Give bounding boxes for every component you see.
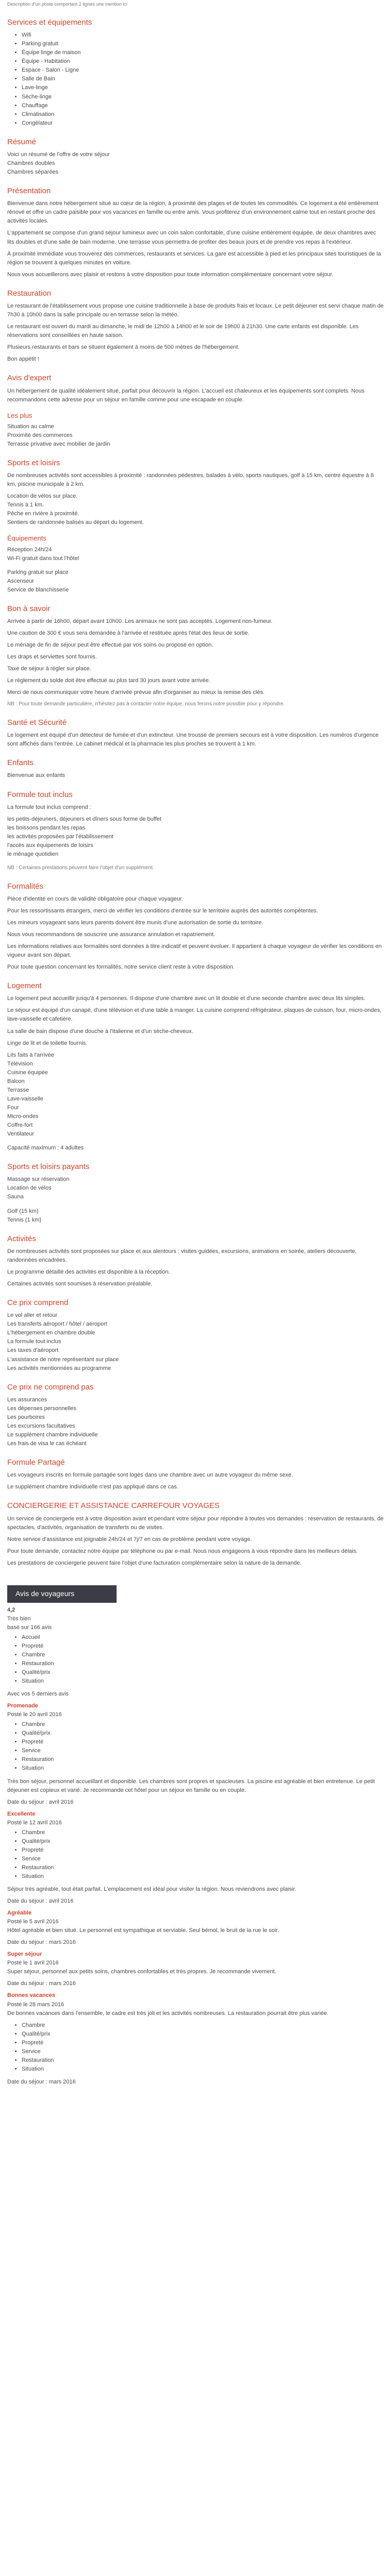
review-text: Très bon séjour, personnel accueillant et disponible. Les chambres sont propres et spacieuses. La piscine est agréable et bien entretenue. Le petit déjeuner est copieux et varié. Je recommande cet hôtel pour un séjour en famille ou en couple.	[7, 1778, 375, 1793]
reviews-banner: Avis de voyageurs	[7, 1585, 117, 1603]
list-item: • Propreté	[22, 1642, 384, 1651]
logement-line: Lave-vaisselle	[7, 1095, 43, 1102]
partage-paragraph: Les voyageurs inscrits en formule partagée sont logés dans une chambre avec un autre voyageur du même sexe.	[7, 1472, 293, 1479]
list-item: • Congélateur	[22, 119, 384, 128]
presentation-heading: Présentation	[7, 187, 51, 196]
list-item: • Climatisation	[22, 110, 384, 119]
formule-line: les petits-déjeuners, déjeuners et dîners sous forme de buffet	[7, 816, 161, 822]
top-description: Description d'un poste comportant 2 lignes une mention ici	[7, 2, 127, 7]
list-item: • Chambre	[22, 1720, 384, 1729]
logement-line: Ventilateur	[7, 1131, 34, 1138]
review-criteria	[7, 1720, 384, 1773]
review-text: Super séjour, personnel aux petits soins, chambres confortables et très propres. Je recommande vivement.	[7, 1969, 276, 1975]
list-item: • Situation	[22, 1764, 384, 1773]
formule-note: NB : Certaines prestations peuvent faire l'objet d'un supplément.	[7, 865, 154, 871]
list-item: • Restauration	[22, 1863, 384, 1872]
reviews-count: basé sur 166 avis	[7, 1624, 52, 1631]
prixnecomprend-line: Les excursions facultatives	[7, 1423, 75, 1429]
formalites-heading: Formalités	[7, 882, 44, 891]
services-heading: Services et équipements	[7, 18, 92, 27]
formule-paragraph: La formule tout inclus comprend :	[7, 804, 91, 810]
sante-paragraph: Le logement est équipé d'un détecteur de fumée et d'un extincteur. Une trousse de premiers secours est à votre disposition. Les numéros d'urgence sont affichés dans l'entrée. Le cabinet médical et la pharmacie les plus proches se trouvent à 1 km.	[7, 732, 379, 748]
resume-line: Chambres doubles	[7, 160, 55, 166]
list-item: • Chambre	[22, 2021, 384, 2030]
prixcomprend-line: Le vol aller et retour	[7, 1312, 58, 1319]
review-author: Posté le 1 avril 2016	[7, 1960, 59, 1967]
bonavoir-note: NB : Pour toute demande particulière, n'hésitez pas à contacter notre équipe, nous ferons notre possible pour y répondre.	[7, 701, 285, 707]
list-item: • Propreté	[22, 1738, 384, 1747]
list-item: • Service	[22, 1855, 384, 1863]
lesplus-line: Terrasse privative avec mobilier de jardin	[7, 440, 110, 447]
equipements-line: Wi-Fi gratuit dans tout l'hôtel	[7, 555, 79, 562]
sports-line: Tennis à 1 km.	[7, 502, 44, 509]
list-item: • Chambre	[22, 1651, 384, 1659]
lesplus-heading: Les plus	[7, 411, 32, 419]
review-date: Date du séjour : mars 2016	[7, 1980, 76, 1987]
list-item: • Équipe linge de maison	[22, 48, 384, 57]
list-item: • Qualité/prix	[22, 1729, 384, 1738]
reviews-count-line: Avec vos 5 derniers avis	[7, 1691, 69, 1698]
lesplus-line: Proximité des commerces	[7, 432, 73, 438]
list-item: • Restauration	[22, 1755, 384, 1764]
list-item: • Sèche-linge	[22, 93, 384, 101]
enfants-heading: Enfants	[7, 758, 34, 768]
list-item: • Propreté	[22, 1846, 384, 1855]
avis-heading: Avis d'expert	[7, 374, 52, 383]
enfants-line: Bienvenue aux enfants	[7, 772, 65, 779]
list-item: • Accueil	[22, 1633, 384, 1642]
bonavoir-paragraph: Une caution de 300 € vous sera demandée à l'arrivée et restituée après l'état des lieux de sortie.	[7, 630, 250, 637]
equipements-line: Service de blanchisserie	[7, 586, 69, 593]
review-author: Posté le 20 avril 2016	[7, 1711, 62, 1718]
formalites-paragraph: Pour les ressortissants étrangers, merci de vérifier les conditions d'entrée sur le territoire auprès des autorités compétentes.	[7, 907, 318, 914]
review-title: Promenade	[7, 1703, 38, 1709]
logement-line: Terrasse	[7, 1087, 29, 1093]
list-item: • Qualité/prix	[22, 1668, 384, 1677]
bonavoir-paragraph: Les draps et serviettes sont fournis.	[7, 654, 97, 660]
logement-line: Cuisine équipée	[7, 1069, 48, 1076]
formule-line: l'accès aux équipements de loisirs	[7, 842, 93, 849]
conciergerie-paragraph: Un service de conciergerie est à votre disposition avant et pendant votre séjour pour répondre à toutes vos demandes : réservation de restaurants, de spectacles, d'activités, organisation de transferts ou de visites.	[7, 1515, 384, 1531]
conciergerie-heading: CONCIERGERIE ET ASSISTANCE CARREFOUR VOYAGES	[7, 1501, 220, 1511]
sports-paragraph: De nombreuses activités sont accessibles à proximité : randonnées pédestres, balades à vélo, sports nautiques, golf à 15 km, centre équestre à 8 km, piscine municipale à 2 km.	[7, 472, 374, 488]
list-item: • Wifi	[22, 31, 384, 40]
logement-paragraph: Le logement peut accueillir jusqu'à 4 personnes. Il dispose d'une chambre avec un lit double et d'une seconde chambre avec deux lits simples.	[7, 995, 366, 1002]
review-date: Date du séjour : mars 2016	[7, 1939, 76, 1946]
sante-heading: Santé et Sécurité	[7, 718, 67, 727]
restauration-paragraph: Plusieurs restaurants et bars se situent également à moins de 500 mètres de l'hébergement.	[7, 344, 240, 351]
presentation-paragraph: Bienvenue dans notre hébergement situé au cœur de la région, à proximité des plages et de toutes les commodités. Ce logement a été entièrement rénové et offre un cadre paisible pour vos vacances en famille ou entre amis. Vous profiterez d'un environnement calme tout en restant proche des activités locales.	[7, 200, 379, 225]
prixcomprend-line: L'hébergement en chambre double	[7, 1330, 95, 1336]
list-item: • Situation	[22, 1872, 384, 1881]
prixnecomprend-line: Les dépenses personnelles	[7, 1405, 76, 1412]
list-item: • Chambre	[22, 1828, 384, 1837]
reviews-rating-label: Très bien	[7, 1615, 31, 1622]
review-date: Date du séjour : avril 2016	[7, 1799, 74, 1805]
review-title: Bonnes vacances	[7, 1992, 55, 1999]
equipements-line: Ascenseur	[7, 578, 34, 584]
formule-line: le ménage quotidien	[7, 851, 59, 857]
list-item: • Situation	[22, 1677, 384, 1686]
review-criteria	[7, 1828, 384, 1881]
sports2-heading: Sports et loisirs payants	[7, 1162, 90, 1172]
partage-paragraph: Le supplément chambre individuelle n'est pas appliqué dans ce cas.	[7, 1484, 178, 1490]
logement-line: Balcon	[7, 1078, 25, 1084]
prixnecomprend-line: Les pourboires	[7, 1414, 45, 1420]
sports-line: Pêche en rivière à proximité.	[7, 511, 79, 517]
prixcomprend-line: Les transferts aéroport / hôtel / aéroport	[7, 1321, 107, 1328]
logement-paragraph: Linge de lit et de toilette fournis.	[7, 1040, 88, 1046]
presentation-paragraph: À proximité immédiate vous trouverez des commerces, restaurants et services. La gare est accessible à pied et les principaux sites touristiques de la région se trouvent à quelques minutes en voiture.	[7, 250, 381, 266]
review-text: Séjour très agréable, tout était parfait. L'emplacement est idéal pour visiter la région. Nous reviendrons avec plaisir.	[7, 1886, 297, 1893]
list-item: • Espace - Salon - Ligne	[22, 66, 384, 75]
presentation-paragraph: Nous vous accueillerons avec plaisir et restons à votre disposition pour toute information complémentaire concernant votre séjour.	[7, 271, 334, 278]
services-list	[7, 31, 384, 128]
activites-heading: Activités	[7, 1234, 36, 1243]
review-title: Excellente	[7, 1810, 36, 1817]
avis-paragraph: Un hébergement de qualité idéalement situé, parfait pour découvrir la région. L'accueil est chaleureux et les équipements sont complets. Nous recommandons cette adresse pour un séjour en famille comme pour une escapade en couple.	[7, 387, 365, 403]
prixcomprend-heading: Ce prix comprend	[7, 1298, 69, 1308]
resume-heading: Résumé	[7, 137, 36, 146]
list-item: • Restauration	[22, 2056, 384, 2065]
list-item: • Qualité/prix	[22, 2030, 384, 2039]
equipements-line: Parking gratuit sur place	[7, 569, 69, 575]
logement-line: Lits faits à l'arrivée	[7, 1052, 54, 1058]
logement-line: Micro-ondes	[7, 1113, 39, 1120]
prixcomprend-line: La formule tout inclus	[7, 1338, 61, 1345]
list-item: • Propreté	[22, 2039, 384, 2047]
equipements-heading: Équipements	[7, 534, 46, 543]
review-text: Hôtel agréable et bien situé. Le personnel est sympathique et serviable. Seul bémol, le bruit de la rue le soir.	[7, 1927, 280, 1934]
bonavoir-heading: Bon à savoir	[7, 604, 51, 613]
conciergerie-paragraph: Notre service d'assistance est joignable 24h/24 et 7j/7 en cas de problème pendant votre voyage.	[7, 1536, 252, 1543]
list-item: • Service	[22, 2047, 384, 2056]
list-item: • Parking gratuit	[22, 40, 384, 48]
formalites-paragraph: Pièce d'identité en cours de validité obligatoire pour chaque voyageur.	[7, 895, 183, 902]
logement-paragraph: Le séjour est équipé d'un canapé, d'une télévision et d'une table à manger. La cuisine comprend réfrigérateur, plaques de cuisson, four, micro-ondes, lave-vaisselle et cafetière.	[7, 1007, 382, 1023]
review-title: Super séjour	[7, 1951, 42, 1958]
list-item: • Restauration	[22, 1659, 384, 1668]
bonavoir-paragraph: Arrivée à partir de 16h00, départ avant 10h00. Les animaux ne sont pas acceptés. Logement non-fumeur.	[7, 618, 273, 625]
review-author: Posté le 12 avril 2016	[7, 1819, 62, 1826]
resume-line: Chambres séparées	[7, 169, 59, 176]
logement-line: Coffre-fort	[7, 1122, 33, 1128]
reviews-rating: 4,2	[7, 1606, 15, 1613]
sports-line: Sentiers de randonnée balisés au départ du logement.	[7, 519, 144, 526]
sports-line: Location de vélos sur place.	[7, 493, 78, 500]
partage-heading: Formule Partagé	[7, 1458, 65, 1467]
bonavoir-paragraph: Le règlement du solde doit être effectué au plus tard 30 jours avant votre arrivée.	[7, 677, 210, 684]
prixnecomprend-line: Les assurances	[7, 1396, 47, 1403]
activites-paragraph: Le programme détaillé des activités est disponible à la réception.	[7, 1268, 170, 1275]
formule-line: les boissons pendant les repas	[7, 824, 86, 831]
review-title: Agréable	[7, 1910, 32, 1917]
prixnecomprend-line: Les frais de visa le cas échéant	[7, 1440, 87, 1447]
prixnecomprend-line: Le supplément chambre individuelle	[7, 1432, 98, 1438]
list-item: • Situation	[22, 2065, 384, 2074]
review-author: Posté le 5 avril 2016	[7, 1919, 59, 1925]
bonavoir-paragraph: Le ménage de fin de séjour peut être effectué par vos soins ou proposé en option.	[7, 642, 214, 649]
formalites-paragraph: Nous vous recommandons de souscrire une assurance annulation et rapatriement.	[7, 931, 215, 938]
formalites-paragraph: Les informations relatives aux formalités sont données à titre indicatif et peuvent évoluer. Il appartient à chaque voyageur de vérifier les conditions en vigueur avant son départ.	[7, 943, 382, 959]
sports-heading: Sports et loisirs	[7, 458, 60, 467]
reviews-criteria	[7, 1633, 384, 1686]
activites-paragraph: Certaines activités sont soumises à réservation préalable.	[7, 1280, 153, 1287]
presentation-paragraph: L'appartement se compose d'un grand séjour lumineux avec un coin salon confortable, d'une cuisine entièrement équipée, de deux chambres avec lits doubles et d'une salle de bain moderne. Une terrasse vous permettra de profiter des beaux jours et de prendre vos repas à l'extérieur.	[7, 230, 377, 245]
equipements-line: Réception 24h/24	[7, 546, 52, 553]
review-date: Date du séjour : mars 2016	[7, 2078, 76, 2085]
logement-paragraph: La salle de bain dispose d'une douche à l'italienne et d'un sèche-cheveux.	[7, 1028, 193, 1035]
logement-heading: Logement	[7, 981, 42, 991]
list-item: • Qualité/prix	[22, 1837, 384, 1846]
logement-line: Télévision	[7, 1060, 33, 1067]
list-item: • Lave-linge	[22, 83, 384, 92]
restauration-heading: Restauration	[7, 289, 52, 298]
sports2-line: Tennis (1 km)	[7, 1216, 42, 1223]
review-text: De bonnes vacances dans l'ensemble, le cadre est très joli et les activités nombreuses. La restauration pourrait être plus variée.	[7, 2010, 329, 2016]
bonavoir-paragraph: Taxe de séjour à régler sur place.	[7, 666, 91, 672]
list-item: • Salle de Bain	[22, 75, 384, 83]
list-item: • Équipe - Habitation	[22, 57, 384, 66]
resume-line: Voici un résumé de l'offre de votre séjour	[7, 151, 110, 158]
sports2-line: Location de vélos	[7, 1185, 52, 1192]
logement-capacity: Capacité maximum : 4 adultes	[7, 1145, 84, 1151]
activites-paragraph: De nombreuses activités sont proposées sur place et aux alentours : visites guidées, excursions, animations en soirée, ateliers découverte, randonnées encadrées.	[7, 1248, 357, 1263]
review-date: Date du séjour : avril 2016	[7, 1898, 74, 1905]
list-item: • Chauffage	[22, 101, 384, 110]
formalites-paragraph: Les mineurs voyageant sans leurs parents doivent être munis d'une autorisation de sortie du territoire.	[7, 919, 264, 926]
restauration-paragraph: Le restaurant de l'établissement vous propose une cuisine traditionnelle à base de produits frais et locaux. Le petit déjeuner est servi chaque matin de 7h30 à 10h00 dans la salle principale ou en terrasse selon la météo.	[7, 302, 384, 318]
sports2-line: Sauna	[7, 1194, 24, 1200]
prixnecomprend-heading: Ce prix ne comprend pas	[7, 1382, 94, 1392]
lesplus-line: Situation au calme	[7, 423, 54, 430]
formalites-paragraph: Pour toute question concernant les formalités, notre service client reste à votre disposition.	[7, 964, 235, 971]
logement-line: Four	[7, 1104, 19, 1111]
sports2-line: Golf (15 km)	[7, 1208, 39, 1214]
sports2-line: Massage sur réservation	[7, 1176, 70, 1183]
conciergerie-paragraph: Les prestations de conciergerie peuvent faire l'objet d'une facturation complémentaire selon la nature de la demande.	[7, 1560, 302, 1566]
review-criteria	[7, 2021, 384, 2074]
list-item: • Service	[22, 1747, 384, 1755]
prixcomprend-line: Les activités mentionnées au programme	[7, 1365, 111, 1371]
bonavoir-paragraph: Merci de nous communiquer votre heure d'arrivée prévue afin d'organiser au mieux la remise des clés.	[7, 689, 265, 696]
conciergerie-paragraph: Pour toute demande, contactez notre équipe par téléphone ou par e-mail. Nous nous engageons à vous répondre dans les meilleurs délais.	[7, 1548, 358, 1554]
formule-heading: Formule tout inclus	[7, 790, 73, 799]
prixcomprend-line: L'assistance de notre représentant sur place	[7, 1356, 119, 1363]
review-author: Posté le 28 mars 2016	[7, 2001, 64, 2008]
prixcomprend-line: Les taxes d'aéroport	[7, 1347, 59, 1354]
formule-line: les activités proposées par l'établissement	[7, 833, 113, 840]
restauration-paragraph: Le restaurant est ouvert du mardi au dimanche, le midi de 12h00 à 14h00 et le soir de 19h00 à 21h30. Une carte enfants est disponible. Les réservations sont conseillées en haute saison.	[7, 324, 359, 339]
restauration-closing: Bon appétit !	[7, 356, 39, 363]
